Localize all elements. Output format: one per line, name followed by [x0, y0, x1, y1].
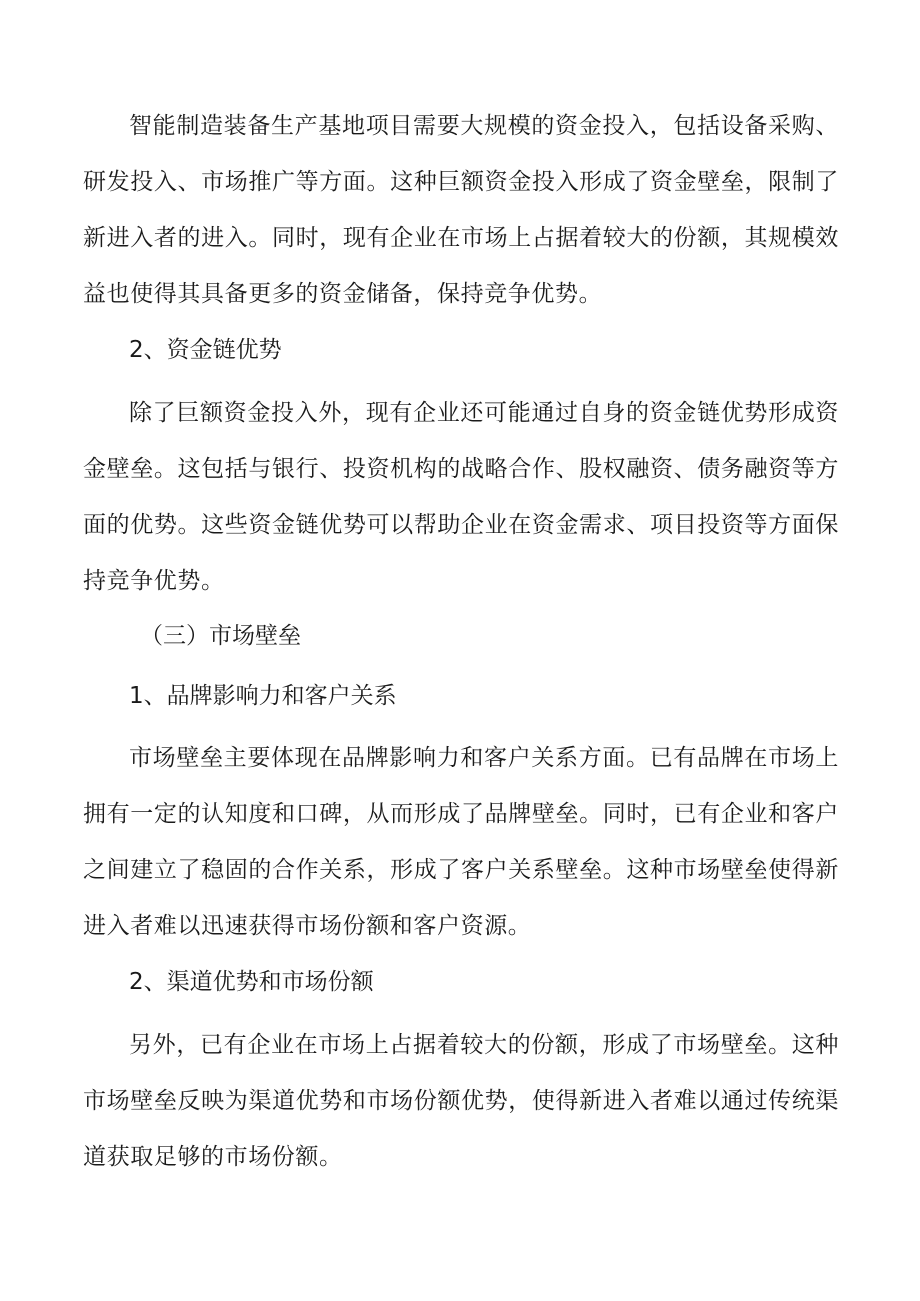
heading-capital-chain-advantage: 2、资金链优势 [129, 337, 282, 363]
section-title-market-barrier: （三）市场壁垒 [140, 623, 301, 649]
paragraph-market-barrier: 市场壁垒主要体现在品牌影响力和客户关系方面。已有品牌在市场上拥有一定的认知度和口碑，从而形成了品牌壁垒。同时，已有企业和客户之间建立了稳固的合作关系，形成了客户关系壁垒。这种市场壁垒使得新进入者难以迅速获得市场份额和客户资源。 [83, 745, 839, 939]
heading-brand-influence: 1、品牌影响力和客户关系 [129, 683, 397, 709]
heading-channel-advantage: 2、渠道优势和市场份额 [129, 969, 374, 995]
paragraph-channel-share: 另外，已有企业在市场上占据着较大的份额，形成了市场壁垒。这种市场壁垒反映为渠道优势和市场份额优势，使得新进入者难以通过传统渠道获取足够的市场份额。 [83, 1032, 839, 1170]
paragraph-capital-investment: 智能制造装备生产基地项目需要大规模的资金投入，包括设备采购、研发投入、市场推广等方面。这种巨额资金投入形成了资金壁垒，限制了新进入者的进入。同时，现有企业在市场上占据着较大的份额，其规模效益也使得其具备更多的资金储备，保持竞争优势。 [83, 113, 839, 307]
paragraph-capital-chain: 除了巨额资金投入外，现有企业还可能通过自身的资金链优势形成资金壁垒。这包括与银行、投资机构的战略合作、股权融资、债务融资等方面的优势。这些资金链优势可以帮助企业在资金需求、项目投资等方面保持竞争优势。 [83, 400, 839, 594]
